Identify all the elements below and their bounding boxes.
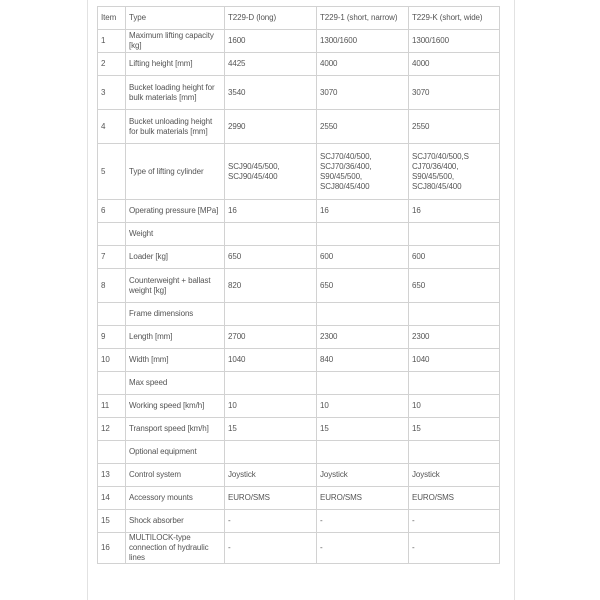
table-row [98,200,500,223]
header-model-t229-k: T229-K (short, wide) [409,7,500,30]
table-row [98,533,500,564]
row-item-cell: 8 [98,269,126,303]
header-model-t229-d: T229-D (long) [225,7,317,30]
row-value-t229-d: 1040 [225,349,317,372]
row-value-t229-d: 10 [225,395,317,418]
table-row [98,144,500,200]
row-value-t229-d: EURO/SMS [225,487,317,510]
row-value-t229-d: 820 [225,269,317,303]
row-value-t229-1 [317,441,409,464]
table-row [98,30,500,53]
row-value-t229-k: 2550 [409,110,500,144]
row-value-t229-d: 16 [225,200,317,223]
row-type-cell: MULTILOCK-type connection of hydraulic lines [126,533,225,564]
row-value-t229-1: EURO/SMS [317,487,409,510]
row-value-t229-d: 3540 [225,76,317,110]
row-value-t229-1: 1300/1600 [317,30,409,53]
row-value-t229-k [409,223,500,246]
row-value-t229-d: Joystick [225,464,317,487]
row-type-cell: Transport speed [km/h] [126,418,225,441]
table-row [98,53,500,76]
row-value-t229-1: Joystick [317,464,409,487]
row-item-cell: 10 [98,349,126,372]
row-type-cell: Max speed [126,372,225,395]
row-value-t229-d: - [225,510,317,533]
row-item-cell: 12 [98,418,126,441]
row-value-t229-1: - [317,533,409,564]
row-item-cell: 11 [98,395,126,418]
row-item-cell: 4 [98,110,126,144]
row-value-t229-k: 4000 [409,53,500,76]
table-header-row [98,7,500,30]
row-value-t229-1: 4000 [317,53,409,76]
row-value-t229-d [225,303,317,326]
row-type-cell: Control system [126,464,225,487]
table-row [98,487,500,510]
row-item-cell: 14 [98,487,126,510]
table-row [98,510,500,533]
row-type-cell: Optional equipment [126,441,225,464]
row-type-cell: Bucket unloading height for bulk materials [mm] [126,110,225,144]
table-row [98,326,500,349]
row-value-t229-1 [317,223,409,246]
table-row [98,110,500,144]
row-value-t229-1: - [317,510,409,533]
table-row [98,372,500,395]
row-value-t229-1: 840 [317,349,409,372]
row-value-t229-1: 10 [317,395,409,418]
row-type-cell: Counterweight + ballast weight [kg] [126,269,225,303]
row-value-t229-k: 650 [409,269,500,303]
table-row [98,418,500,441]
row-value-t229-k: 16 [409,200,500,223]
row-item-cell: 5 [98,144,126,200]
row-type-cell: Working speed [km/h] [126,395,225,418]
row-type-cell: Weight [126,223,225,246]
row-item-cell: 13 [98,464,126,487]
row-item-cell [98,223,126,246]
row-value-t229-d: 1600 [225,30,317,53]
row-type-cell: Frame dimensions [126,303,225,326]
row-item-cell: 3 [98,76,126,110]
row-item-cell [98,441,126,464]
row-item-cell: 1 [98,30,126,53]
row-item-cell: 2 [98,53,126,76]
row-value-t229-k: 1300/1600 [409,30,500,53]
row-value-t229-1: 16 [317,200,409,223]
row-value-t229-1: 2550 [317,110,409,144]
row-type-cell: Shock absorber [126,510,225,533]
row-item-cell: 15 [98,510,126,533]
row-value-t229-k: Joystick [409,464,500,487]
row-value-t229-d: 15 [225,418,317,441]
row-value-t229-d [225,441,317,464]
row-type-cell: Accessory mounts [126,487,225,510]
row-type-cell: Type of lifting cylinder [126,144,225,200]
row-item-cell: 7 [98,246,126,269]
table-row [98,303,500,326]
row-value-t229-1: SCJ70/40/500, SCJ70/36/400, S90/45/500, SCJ80/45/400 [317,144,409,200]
header-model-t229-1: T229-1 (short, narrow) [317,7,409,30]
row-value-t229-d: - [225,533,317,564]
table-row [98,223,500,246]
row-value-t229-k [409,441,500,464]
row-value-t229-k: - [409,510,500,533]
row-value-t229-1 [317,372,409,395]
row-value-t229-k [409,303,500,326]
row-value-t229-1: 600 [317,246,409,269]
row-type-cell: Lifting height [mm] [126,53,225,76]
row-value-t229-k: 600 [409,246,500,269]
row-value-t229-1: 650 [317,269,409,303]
table-body [98,30,500,564]
table-row [98,76,500,110]
row-value-t229-k: 3070 [409,76,500,110]
table-row [98,246,500,269]
row-value-t229-k [409,372,500,395]
row-item-cell [98,372,126,395]
row-value-t229-k: 2300 [409,326,500,349]
row-item-cell: 9 [98,326,126,349]
row-value-t229-d [225,372,317,395]
row-value-t229-d: 2700 [225,326,317,349]
row-value-t229-k: - [409,533,500,564]
row-value-t229-1 [317,303,409,326]
header-item: Item [98,7,126,30]
header-type: Type [126,7,225,30]
row-value-t229-k: 15 [409,418,500,441]
row-value-t229-k: 10 [409,395,500,418]
row-type-cell: Loader [kg] [126,246,225,269]
table-row [98,349,500,372]
specification-table [97,6,500,564]
row-item-cell: 6 [98,200,126,223]
row-item-cell [98,303,126,326]
row-value-t229-d: SCJ90/45/500, SCJ90/45/400 [225,144,317,200]
row-type-cell: Operating pressure [MPa] [126,200,225,223]
row-value-t229-k: 1040 [409,349,500,372]
row-type-cell: Bucket loading height for bulk materials [mm] [126,76,225,110]
table-row [98,441,500,464]
row-item-cell: 16 [98,533,126,564]
row-type-cell: Width [mm] [126,349,225,372]
table-row [98,269,500,303]
row-value-t229-k: SCJ70/40/500,S CJ70/36/400, S90/45/500, SCJ80/45/400 [409,144,500,200]
row-value-t229-1: 3070 [317,76,409,110]
row-value-t229-d: 4425 [225,53,317,76]
row-value-t229-1: 2300 [317,326,409,349]
row-value-t229-k: EURO/SMS [409,487,500,510]
row-type-cell: Length [mm] [126,326,225,349]
row-value-t229-d: 650 [225,246,317,269]
row-value-t229-1: 15 [317,418,409,441]
row-type-cell: Maximum lifting capacity [kg] [126,30,225,53]
table-row [98,464,500,487]
row-value-t229-d: 2990 [225,110,317,144]
table-row [98,395,500,418]
row-value-t229-d [225,223,317,246]
